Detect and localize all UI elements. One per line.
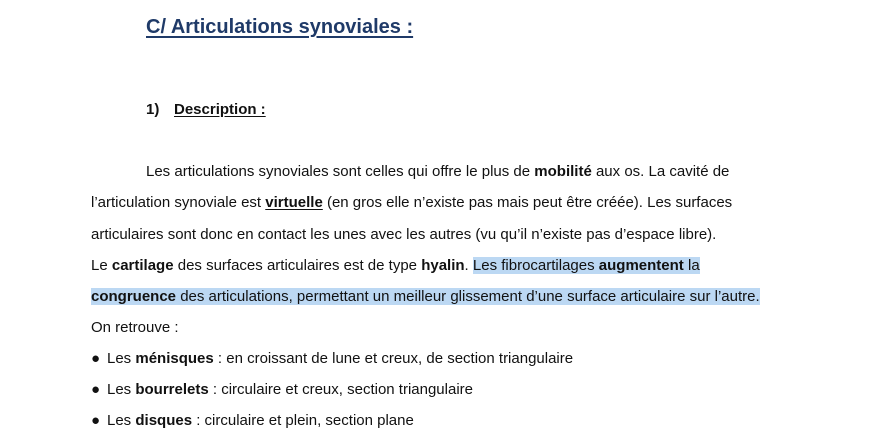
text-run: (en gros elle n’existe pas mais peut être créée). Les surfaces: [322, 194, 733, 211]
text-run: Les: [107, 381, 136, 398]
bold-term-augmentent: augmentent: [598, 257, 684, 274]
text-run: : en croissant de lune et creux, de section triangulaire: [213, 350, 574, 367]
text-run: Le: [91, 257, 112, 274]
bold-term-hyalin: hyalin: [421, 257, 465, 274]
bullet-icon: ●: [91, 381, 101, 398]
bullet-term: bourrelets: [135, 381, 209, 398]
text-run: aux os. La cavité de: [591, 163, 730, 180]
text-selection-highlight[interactable]: [473, 257, 700, 274]
text-run: .: [464, 257, 473, 274]
bold-term-congruence: congruence: [91, 288, 177, 305]
text-run: des surfaces articulaires est de type: [173, 257, 422, 274]
bullet-icon: ●: [91, 412, 101, 429]
text-run: l’articulation synoviale est: [91, 194, 266, 211]
text-run: la: [683, 257, 700, 274]
paragraph-line-3: articulaires sont donc en contact les unes avec les autres (vu qu’il n’existe pas d’espace libre).: [91, 226, 717, 243]
bullet-item-bourrelets: [91, 379, 473, 401]
paragraph-line-4: [91, 255, 700, 277]
paragraph-line-1: [146, 161, 729, 183]
bullet-item-disques: [91, 410, 414, 432]
subheading-number: 1): [146, 101, 160, 118]
text-run: : circulaire et plein, section plane: [192, 412, 414, 429]
bullet-icon: ●: [91, 350, 101, 367]
bold-term-mobilite: mobilité: [534, 163, 592, 180]
text-run: Les articulations synoviales sont celles qui offre le plus de: [146, 163, 535, 180]
paragraph-line-2: [91, 192, 732, 214]
subheading-label: Description :: [174, 101, 266, 118]
bold-term-cartilage: cartilage: [111, 257, 174, 274]
paragraph-line-5: [91, 286, 760, 308]
text-run: : circulaire et creux, section triangulaire: [208, 381, 473, 398]
bullet-item-menisques: [91, 348, 573, 370]
section-title: C/ Articulations synoviales :: [146, 16, 414, 38]
text-run: Les fibrocartilages: [472, 257, 599, 274]
text-run: Les: [107, 350, 136, 367]
bold-term-virtuelle: virtuelle: [265, 194, 323, 211]
text-run: des articulations, permettant un meilleur glissement d’une surface articulaire sur l’autre.: [176, 288, 760, 305]
paragraph-line-6: On retrouve :: [91, 319, 179, 336]
text-selection-highlight[interactable]: [91, 288, 760, 305]
text-run: Les: [107, 412, 136, 429]
subheading-description: [146, 101, 266, 118]
bullet-term: disques: [135, 412, 193, 429]
bullet-term: ménisques: [135, 350, 214, 367]
